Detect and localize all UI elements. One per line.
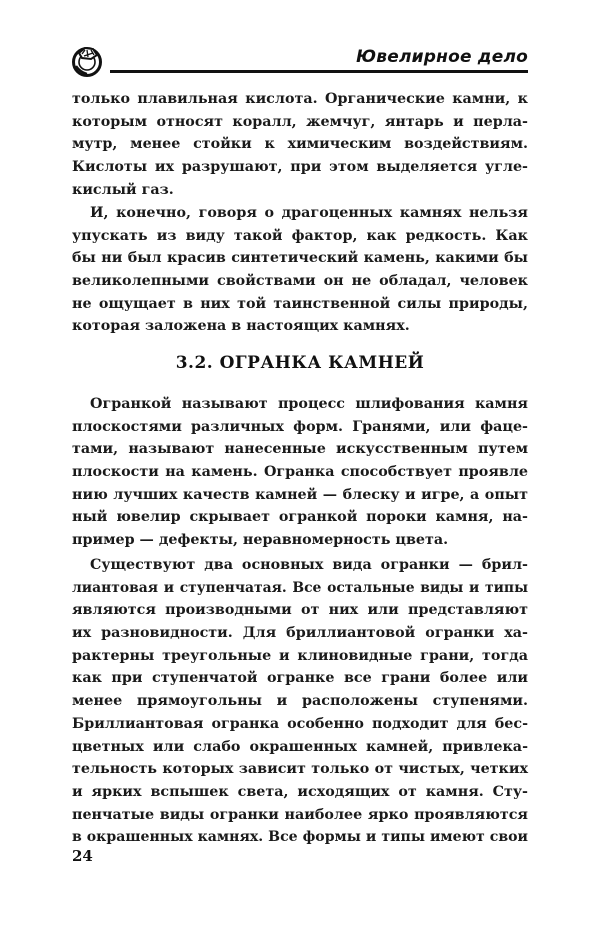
diamond-ring-icon [70,44,104,78]
running-header-title: Ювелирное дело [356,47,528,67]
page-number: 24 [72,847,93,865]
text-line: тами, называют нанесенные искусственным путем [72,441,528,458]
text-line: пример — дефекты, неравномерность цвета. [72,532,449,549]
text-line: Существуют два основных вида огранки — брил- [90,557,528,573]
text-line: рактерны треугольные и клиновидные грани, тогда [72,647,528,664]
text-line: Бриллиантовая огранка особенно подходит для бес- [72,715,528,732]
section-heading: 3.2. ОГРАНКА КАМНЕЙ [175,353,425,373]
text-line: являются производными от них или представляют [72,602,528,619]
text-line: как при ступенчатой огранке все грани более или [72,670,528,687]
header-rule [110,70,528,73]
paragraph-4 [72,554,528,849]
text-line: нию лучших качеств камней — блеску и игре, а опыт [72,486,528,503]
paragraph-2 [72,202,528,338]
text-line: тельность которых зависит только от чистых, четких [72,761,528,778]
text-line: цветных или слабо окрашенных камней, привлека- [72,738,528,755]
paragraph-3 [72,393,528,552]
text-line: их разновидности. Для бриллиантовой огранки ха- [72,625,528,642]
text-line: Огранкой называют процесс шлифования камня [90,396,528,412]
text-line: мутр, менее стойки к химическим воздействиям. [72,136,528,153]
text-line: которым относят коралл, жемчуг, янтарь и перла- [72,113,528,130]
text-line: плоскостями различных форм. Гранями, или фаце- [72,418,528,435]
text-line: великолепными свойствами он не обладал, человек [72,273,528,290]
text-line: и ярких вспышек света, исходящих от камня. Сту- [72,783,528,800]
text-line: которая заложена в настоящих камнях. [72,318,410,335]
text-line: только плавильная кислота. Органические камни, к [72,91,528,107]
text-line: плоскости на камень. Огранка способствует проявле [72,464,528,481]
text-line: упускать из виду такой фактор, как редкость. Как [72,227,528,244]
text-line: лиантовая и ступенчатая. Все остальные виды и типы [72,579,528,596]
text-line: бы ни был красив синтетический камень, какими бы [72,250,528,267]
text-line: не ощущает в них той таинственной силы природы, [72,295,528,312]
text-line: в окрашенных камнях. Все формы и типы имеют свои [72,829,528,846]
text-line: пенчатые виды огранки наиболее ярко проявляются [72,806,528,823]
text-line: кислый газ. [72,181,174,198]
paragraph-1 [72,88,528,201]
text-line: Кислоты их разрушают, при этом выделяется угле- [72,159,528,176]
text-line: менее прямоугольны и расположены ступенями. [72,693,528,710]
text-line: ный ювелир скрывает огранкой пороки камня, на- [72,509,528,526]
text-line: И, конечно, говоря о драгоценных камнях нельзя [90,205,528,221]
